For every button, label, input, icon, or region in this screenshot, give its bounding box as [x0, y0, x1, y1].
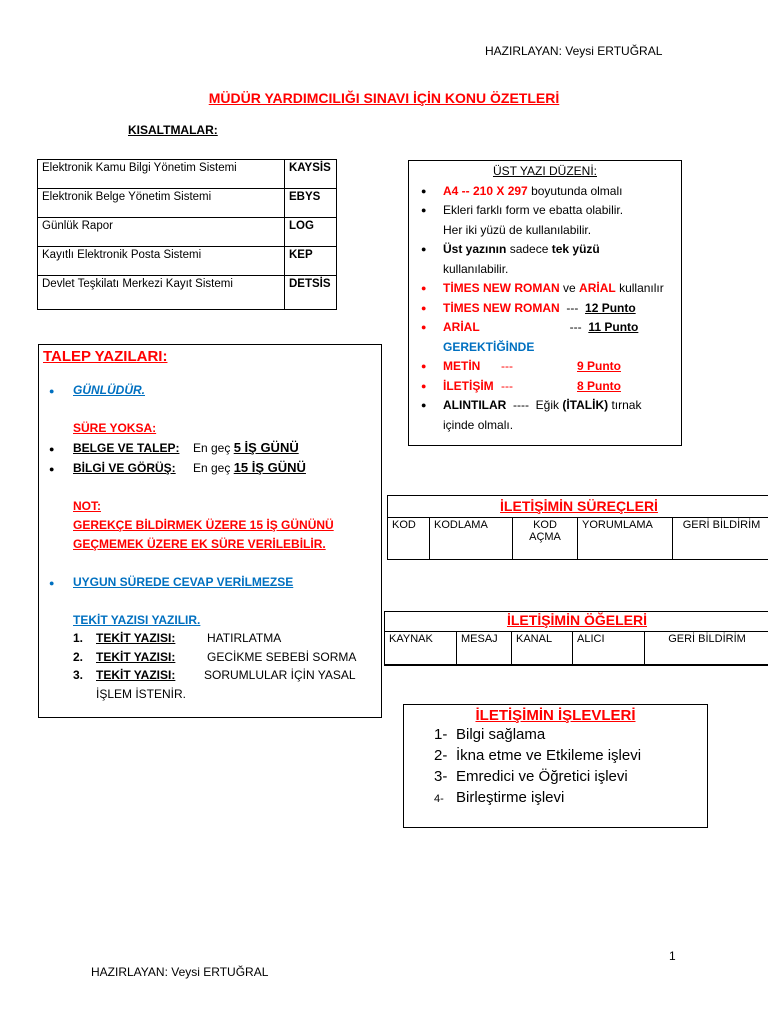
table-row: [38, 276, 337, 310]
dash: ---: [501, 378, 513, 393]
table-cell: ALICI: [573, 632, 645, 666]
item-value-cont: İŞLEM İSTENİR.: [96, 687, 187, 701]
bilgi-deadline: [193, 460, 306, 475]
dash: ----: [513, 398, 529, 412]
arial-size: 11 Punto: [588, 320, 639, 334]
en-gec: En geç: [193, 441, 231, 455]
ust-yazi-title: ÜST YAZI DÜZENİ:: [492, 164, 597, 178]
bullet-icon: ●: [49, 464, 55, 474]
list-item: [434, 766, 707, 787]
table-cell: KODLAMA: [430, 518, 513, 560]
abbr-name: Kayıtlı Elektronik Posta Sistemi: [38, 247, 285, 276]
item-value: SORUMLULAR İÇİN YASAL: [204, 668, 356, 682]
list-item: [443, 201, 681, 240]
sadece: sadece: [509, 242, 549, 256]
item-text: İkna etme ve Etkileme işlevi: [456, 747, 642, 764]
belge-value: 5 İŞ GÜNÜ: [233, 440, 299, 455]
bilgi-label: BİLGİ VE GÖRÜŞ:: [73, 461, 176, 475]
surecler-title: İLETİŞİMİN SÜREÇLERİ: [500, 498, 658, 514]
tnr-size: 12 Punto: [585, 300, 636, 315]
belge-deadline: [193, 440, 299, 455]
dash: ---: [501, 359, 513, 373]
en-gec: En geç: [193, 461, 231, 475]
abbr-name: Günlük Rapor: [38, 218, 285, 247]
egik: Eğik: [535, 398, 559, 412]
gunludur: GÜNLÜDÜR.: [73, 383, 145, 397]
ogeler-title: İLETİŞİMİN ÖĞELERİ: [506, 612, 647, 628]
footer-author: HAZIRLAYAN: Veysi ERTUĞRAL: [91, 965, 269, 979]
abbreviations-table: [37, 159, 337, 310]
not-line2: GEÇMEMEK ÜZERE EK SÜRE VERİLEBİLİR.: [73, 537, 326, 551]
a4-size: A4 -- 210 X 297: [443, 183, 528, 198]
table-cell: KANAL: [512, 632, 573, 666]
table-cell: GERİ BİLDİRİM: [673, 518, 768, 560]
abbr-code: KAYSİS: [285, 160, 337, 189]
item-num: 4-: [434, 793, 444, 805]
belge-label: BELGE VE TALEP:: [73, 441, 180, 455]
not-line1: GEREKÇE BİLDİRMEK ÜZERE 15 İŞ GÜNÜNÜ: [73, 518, 334, 532]
list-item: [443, 377, 681, 397]
ogeler-box: [384, 611, 768, 665]
table-cell: YORUMLAMA: [578, 518, 673, 560]
kullanilabilir: kullanılabilir.: [443, 261, 509, 276]
ekler-line2: Her iki yüzü de kullanılabilir.: [443, 222, 592, 237]
abbr-code: DETSİS: [285, 276, 337, 310]
abbr-name: Elektronik Kamu Bilgi Yönetim Sistemi: [38, 160, 285, 189]
abbr-name: Elektronik Belge Yönetim Sistemi: [38, 189, 285, 218]
bullet-icon: ●: [49, 578, 55, 588]
tnr-font: TİMES NEW ROMAN: [443, 281, 560, 295]
list-item: [443, 279, 681, 299]
arial-size-label: ARİAL: [443, 320, 480, 334]
gerektiginde: GEREKTİĞİNDE: [443, 339, 535, 354]
item-num: 2-: [434, 747, 448, 764]
list-item: [443, 396, 681, 435]
tnr-font-size-label: TİMES NEW ROMAN: [443, 300, 560, 315]
iletisim-label: İLETİŞİM: [443, 378, 494, 393]
list-item: [443, 182, 681, 202]
ve-word: ve: [563, 281, 576, 295]
item-label: TEKİT YAZISI:: [96, 650, 176, 664]
uygun-surede: UYGUN SÜREDE CEVAP VERİLMEZSE: [73, 575, 294, 589]
italik: (İTALİK): [562, 398, 609, 412]
dash: ---: [569, 320, 582, 334]
table-row: [38, 218, 337, 247]
item-num: 1.: [73, 631, 84, 645]
abbr-code: LOG: [285, 218, 337, 247]
ust-yazinin: Üst yazının: [443, 242, 507, 256]
bullet-icon: ●: [49, 386, 55, 396]
list-item: [434, 787, 707, 810]
iletisim-size: 8 Punto: [577, 378, 621, 393]
islevler-title: İLETİŞİMİN İŞLEVLERİ: [475, 707, 636, 724]
item-text: Birleştirme işlevi: [456, 789, 565, 806]
tirnak: tırnak: [611, 398, 642, 412]
table-cell: KOD: [388, 518, 430, 560]
ogeler-table: [384, 631, 768, 666]
page-title: MÜDÜR YARDIMCILIĞI SINAVI İÇİN KONU ÖZETLERİ: [208, 90, 560, 106]
alintilar-label: ALINTILAR: [443, 398, 507, 412]
a4-rest: boyutunda olmalı: [531, 183, 623, 198]
abbr-code: KEP: [285, 247, 337, 276]
surecler-table: [387, 517, 768, 560]
item-num: 1-: [434, 726, 448, 743]
item-text: Emredici ve Öğretici işlevi: [456, 768, 628, 785]
page-number: 1: [669, 949, 676, 963]
table-cell: GERİ BİLDİRİM: [645, 632, 768, 666]
table-row: [385, 632, 768, 666]
abbr-name: Devlet Teşkilatı Merkezi Kayıt Sistemi: [38, 276, 285, 310]
item-num: 3.: [73, 668, 84, 682]
surecler-box: [387, 495, 768, 560]
table-row: [388, 518, 768, 560]
ust-yazi-list: [409, 182, 681, 436]
header-author: HAZIRLAYAN: Veysi ERTUĞRAL: [485, 44, 663, 58]
arial-font: ARİAL: [579, 281, 616, 295]
talep-box: [38, 344, 382, 718]
item-value: HATIRLATMA: [207, 631, 282, 645]
list-item: [443, 318, 681, 357]
table-row: [38, 247, 337, 276]
list-item: [434, 724, 707, 745]
bullet-icon: ●: [49, 444, 55, 454]
metin-label: METİN: [443, 359, 481, 373]
tekit-yazilir: TEKİT YAZISI YAZILIR.: [73, 613, 201, 627]
metin-size: 9 Punto: [577, 359, 621, 373]
table-cell: KAYNAK: [385, 632, 457, 666]
ust-yazi-box: [408, 160, 682, 446]
table-row: [38, 189, 337, 218]
item-label: TEKİT YAZISI:: [96, 668, 176, 682]
list-item: [443, 357, 681, 377]
table-row: [38, 160, 337, 189]
item-num: 3-: [434, 768, 448, 785]
not-label: NOT:: [73, 499, 101, 513]
table-cell: MESAJ: [457, 632, 512, 666]
abbr-code: EBYS: [285, 189, 337, 218]
item-text: Bilgi sağlama: [456, 726, 546, 743]
abbreviations-heading: KISALTMALAR:: [128, 123, 218, 137]
islevler-box: [403, 704, 708, 828]
dash: ---: [566, 300, 579, 315]
bilgi-value: 15 İŞ GÜNÜ: [233, 460, 306, 475]
item-num: 2.: [73, 650, 84, 664]
table-cell: KOD AÇMA: [513, 518, 578, 560]
list-item: [443, 240, 681, 279]
item-value: GECİKME SEBEBİ SORMA: [207, 650, 357, 664]
islevler-list: [404, 724, 707, 810]
talep-title: TALEP YAZILARI:: [43, 348, 168, 365]
list-item: [443, 299, 681, 319]
item-label: TEKİT YAZISI:: [96, 631, 176, 645]
icinde-olmali: içinde olmalı.: [443, 417, 514, 432]
tek-yuzu: tek yüzü: [551, 242, 600, 256]
list-item: [434, 745, 707, 766]
sure-yoksa: SÜRE YOKSA:: [73, 421, 157, 435]
ekler-line1: Ekleri farklı form ve ebatta olabilir.: [443, 203, 624, 217]
kullanilir: kullanılır: [619, 281, 664, 295]
